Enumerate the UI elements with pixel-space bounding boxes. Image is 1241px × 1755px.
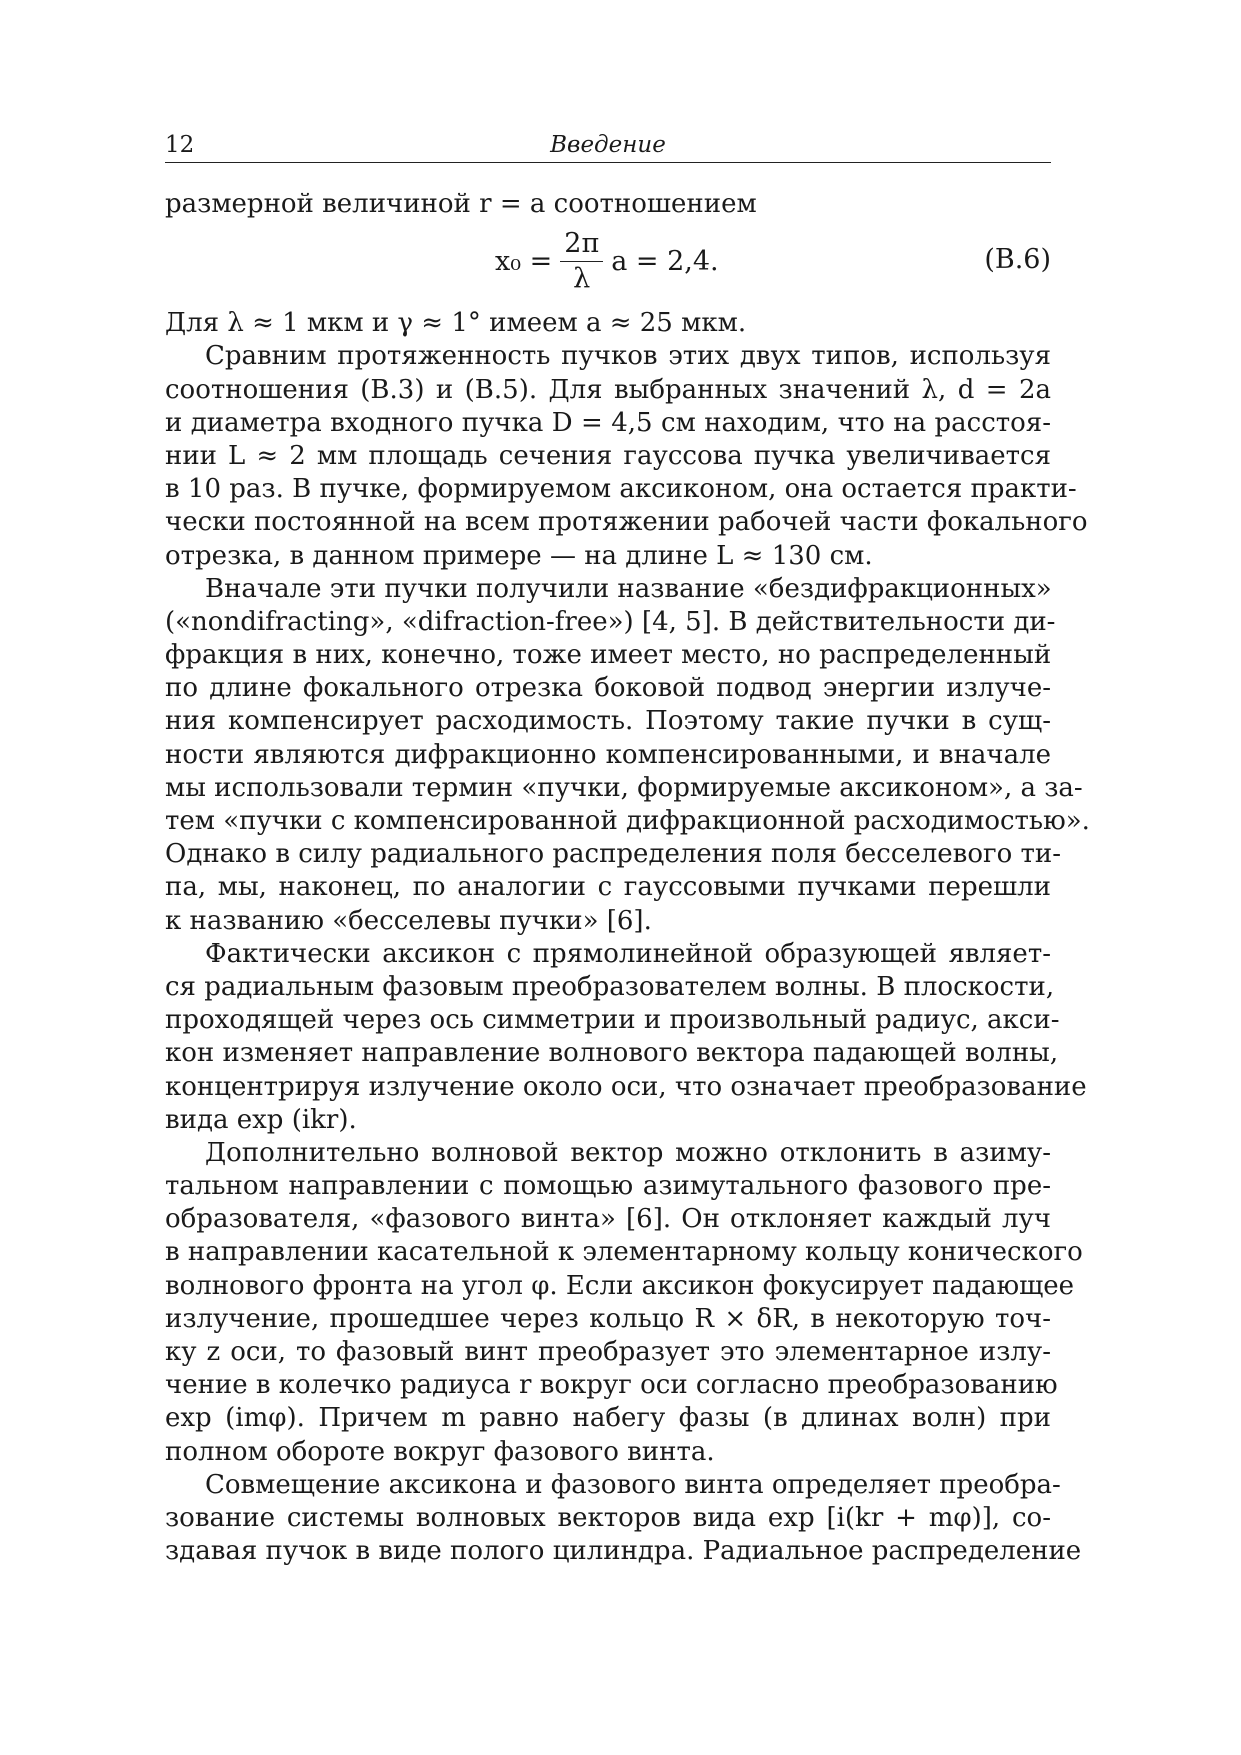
text-line: по длине фокального отрезка боковой подвод энергии излуче- xyxy=(165,673,1051,704)
text-line: вида exp (ikr). xyxy=(165,1104,357,1135)
text-line: Дополнительно волновой вектор можно отклонить в азиму- xyxy=(205,1137,1051,1168)
text-line: волнового фронта на угол φ. Если аксикон фокусирует падающее xyxy=(165,1270,1075,1301)
text-line: в 10 раз. В пучке, формируемом аксиконом, она остается практи- xyxy=(165,474,1077,505)
text-line: Сравним протяженность пучков этих двух типов, используя xyxy=(205,341,1051,372)
formula-fraction xyxy=(560,229,603,294)
text-line: тальном направлении с помощью азимутального фазового пре- xyxy=(165,1171,1051,1202)
text-line: излучение, прошедшее через кольцо R × δR, в некоторую точ- xyxy=(165,1303,1051,1334)
text-line: концентрируя излучение около оси, что означает преобразование xyxy=(165,1071,1087,1102)
text-line: соотношения (В.3) и (В.5). Для выбранных значений λ, d = 2a xyxy=(165,374,1051,405)
formula-rhs: a = 2,4. xyxy=(611,246,719,278)
text-line: здавая пучок в виде полого цилиндра. Радиальное распределение xyxy=(165,1536,1082,1567)
running-title: Введение xyxy=(550,132,666,158)
text-line: в направлении касательной к элементарному кольцу конического xyxy=(165,1237,1083,1268)
text-line: exp (imφ). Причем m равно набегу фазы (в длинах волн) при xyxy=(165,1403,1051,1434)
text-line: Совмещение аксикона и фазового винта определяет преобра- xyxy=(205,1469,1061,1500)
text-line: ся радиальным фазовым преобразователем волны. В плоскости, xyxy=(165,971,1055,1002)
paragraph xyxy=(165,1469,1082,1569)
paragraph xyxy=(165,340,1088,572)
text-line: образователя, «фазового винта» [6]. Он отклоняет каждый луч xyxy=(165,1204,1051,1235)
formula-denominator: λ xyxy=(573,263,591,295)
text-line: Однако в силу радиального распределения поля бесселевого ти- xyxy=(165,839,1062,870)
paragraphs xyxy=(165,307,1090,1568)
text-line: зование системы волновых векторов вида exp [i(kr + mφ)], со- xyxy=(165,1502,1051,1533)
text-line: проходящей через ось симметрии и произвольный радиус, акси- xyxy=(165,1005,1060,1036)
text-line: па, мы, наконец, по аналогии с гауссовыми пучками перешли xyxy=(165,872,1051,903)
text-line: отрезка, в данном примере — на длине L ≈ 130 см. xyxy=(165,540,873,571)
text-line: мы использовали термин «пучки, формируемые аксиконом», а за- xyxy=(165,772,1083,803)
paragraph xyxy=(165,307,1051,340)
text-line: тем «пучки с компенсированной дифракционной расходимостью». xyxy=(165,806,1090,836)
text-line: Вначале эти пучки получили название «бездифракционных» xyxy=(205,573,1052,604)
text-line: полном обороте вокруг фазового винта. xyxy=(165,1436,715,1467)
formula-numerator: 2π xyxy=(560,229,603,262)
text-line: фракция в них, конечно, тоже имеет место, но распределенный xyxy=(165,640,1052,671)
equation-number: (В.6) xyxy=(984,244,1051,276)
text-line: («nondifracting», «difraction-free») [4, 5]. В действительности ди- xyxy=(165,606,1056,637)
text-line: нии L ≈ 2 мм площадь сечения гауссова пучка увеличивается xyxy=(165,440,1051,471)
text-line: ния компенсирует расходимость. Поэтому такие пучки в сущ- xyxy=(165,706,1051,737)
text-line: кон изменяет направление волнового вектора падающей волны, xyxy=(165,1038,1059,1069)
paragraph xyxy=(165,1137,1083,1469)
text-line: к названию «бесселевы пучки» [6]. xyxy=(165,905,652,936)
running-header xyxy=(165,128,1051,163)
body-text xyxy=(165,188,1090,1568)
formula xyxy=(495,229,719,294)
text-line: ку z оси, то фазовый винт преобразует это элементарное излу- xyxy=(165,1337,1051,1367)
paragraph xyxy=(165,573,1090,938)
formula-lhs: x₀ = xyxy=(495,246,553,278)
page-number: 12 xyxy=(165,132,195,158)
text-line: ности являются дифракционно компенсированными, и вначале xyxy=(165,739,1051,770)
text-line: чески постоянной на всем протяжении рабочей части фокального xyxy=(165,507,1088,538)
text-line: Для λ ≈ 1 мкм и γ ≈ 1° имеем a ≈ 25 мкм. xyxy=(165,308,747,339)
text-line: и диаметра входного пучка D = 4,5 см находим, что на расстоя- xyxy=(165,407,1051,438)
text-line: чение в колечко радиуса r вокруг оси согласно преобразованию xyxy=(165,1370,1058,1401)
intro-line: размерной величиной r = a соотношением xyxy=(165,189,757,219)
paragraph xyxy=(165,938,1087,1137)
text-line: Фактически аксикон с прямолинейной образующей являет- xyxy=(205,938,1051,969)
equation-b6 xyxy=(165,223,1051,303)
